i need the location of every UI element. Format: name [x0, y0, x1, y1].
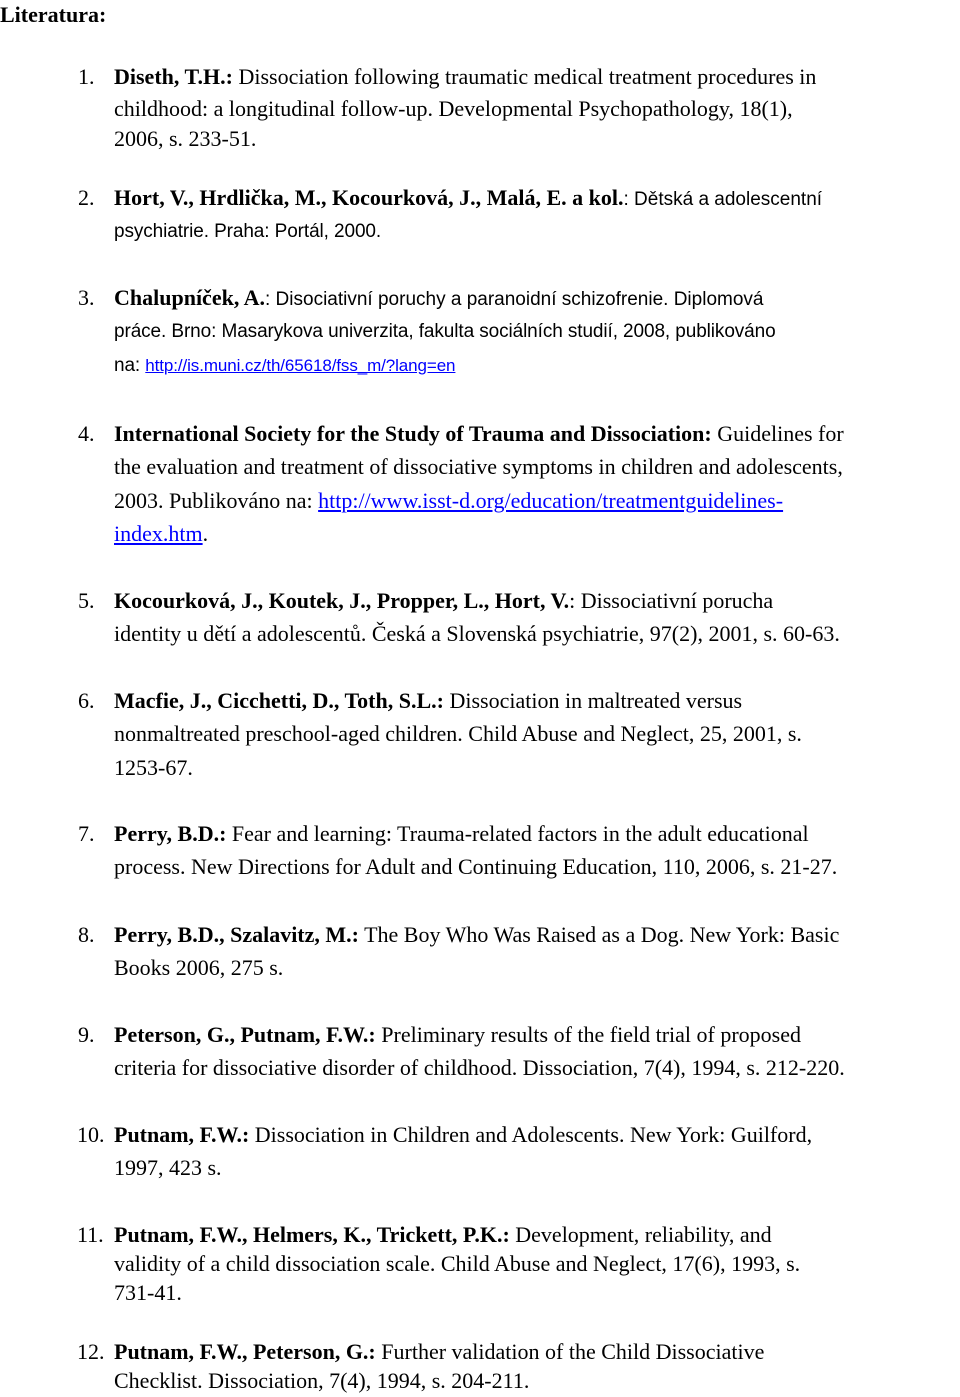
reference-url-link[interactable]: http://www.isst-d.org/education/treatmentguidelines- [318, 488, 784, 513]
reference-continuation: childhood: a longitudinal follow-up. Developmental Psychopathology, 18(1), [114, 96, 793, 121]
reference-text: Preliminary results of the field trial of proposed [375, 1022, 801, 1047]
reference-text: Dissociation following traumatic medical treatment procedures in [232, 64, 817, 89]
reference-authors: Macfie, J., Cicchetti, D., Toth, S.L.: [114, 688, 444, 713]
reference-authors: Diseth, T.H.: [114, 64, 233, 89]
reference-authors: Hort, V., Hrdlička, M., Kocourková, J., Malá, E. a kol. [114, 185, 624, 210]
reference-text: Dissociation in maltreated versus [443, 688, 743, 713]
reference-continuation: 2006, s. 233-51. [114, 126, 257, 151]
reference-url-line [114, 350, 455, 382]
reference-number: 1. [78, 64, 95, 89]
reference-continuation: validity of a child dissociation scale. Child Abuse and Neglect, 17(6), 1993, s. [114, 1251, 801, 1276]
reference-first-line [114, 1219, 772, 1251]
reference-first-line [114, 282, 763, 316]
reference-authors: Peterson, G., Putnam, F.W.: [114, 1022, 376, 1047]
reference-continuation: 731-41. [114, 1280, 182, 1305]
reference-text: Dissociation in Children and Adolescents. New York: Guilford, [249, 1122, 813, 1147]
reference-continuation: Checklist. Dissociation, 7(4), 1994, s. 204-211. [114, 1368, 530, 1393]
reference-text: : Dětská a adolescentní [623, 189, 823, 210]
reference-continuation: process. New Directions for Adult and Continuing Education, 110, 2006, s. 21-27. [114, 854, 838, 879]
reference-continuation: identity u dětí a adolescentů. Česká a Slovenská psychiatrie, 97(2), 2001, s. 60-63. [114, 621, 840, 646]
reference-number: 5. [78, 588, 95, 613]
reference-number: 7. [78, 821, 95, 846]
reference-continuation: 1997, 423 s. [114, 1155, 222, 1180]
reference-continuation: psychiatrie. Praha: Portál, 2000. [114, 221, 382, 242]
reference-first-line [114, 685, 742, 717]
url-prefix: na: [114, 355, 146, 376]
reference-text: The Boy Who Was Raised as a Dog. New York: Basic [359, 922, 840, 947]
reference-number: 8. [78, 922, 95, 947]
reference-continuation: 1253-67. [114, 755, 193, 780]
reference-number: 10. [77, 1122, 105, 1147]
reference-text: : Dissociativní porucha [569, 588, 774, 613]
reference-number: 6. [78, 688, 95, 713]
reference-first-line [114, 818, 809, 850]
reference-authors: Putnam, F.W., Helmers, K., Trickett, P.K.: [114, 1222, 510, 1247]
reference-continuation: criteria for dissociative disorder of childhood. Dissociation, 7(4), 1994, s. 212-220. [114, 1055, 845, 1080]
reference-number: 11. [77, 1222, 104, 1247]
reference-authors: Perry, B.D., Szalavitz, M.: [114, 922, 359, 947]
reference-continuation: nonmaltreated preschool-aged children. Child Abuse and Neglect, 25, 2001, s. [114, 721, 802, 746]
reference-first-line [114, 418, 844, 450]
reference-text: Fear and learning: Trauma-related factors in the adult educational [226, 821, 809, 846]
reference-text: Development, reliability, and [509, 1222, 772, 1247]
reference-first-line [114, 61, 816, 93]
reference-first-line [114, 1336, 764, 1368]
reference-continuation: the evaluation and treatment of dissociative symptoms in children and adolescents, [114, 454, 843, 479]
reference-text: Further validation of the Child Dissociative [375, 1339, 765, 1364]
url-prefix: 2003. Publikováno na: [114, 488, 319, 513]
reference-url-line [114, 485, 783, 517]
reference-authors: Chalupníček, A. [114, 285, 265, 310]
reference-number: 3. [78, 285, 95, 310]
reference-first-line [114, 585, 773, 617]
reference-first-line [114, 1119, 812, 1151]
reference-authors: Putnam, F.W., Peterson, G.: [114, 1339, 376, 1364]
reference-continuation: práce. Brno: Masarykova univerzita, fakulta sociálních studií, 2008, publikováno [114, 321, 776, 342]
reference-url-link[interactable]: index.htm [114, 521, 203, 546]
reference-first-line [114, 182, 822, 216]
reference-authors: Perry, B.D.: [114, 821, 227, 846]
reference-number: 12. [77, 1339, 105, 1364]
reference-continuation: Books 2006, 275 s. [114, 955, 284, 980]
reference-text: Guidelines for [711, 421, 844, 446]
reference-first-line [114, 1019, 801, 1051]
reference-authors: Putnam, F.W.: [114, 1122, 250, 1147]
reference-url-link[interactable]: http://is.muni.cz/th/65618/fss_m/?lang=en [145, 356, 456, 375]
reference-authors: International Society for the Study of Trauma and Dissociation: [114, 421, 712, 446]
url-suffix: . [202, 521, 209, 546]
reference-number: 9. [78, 1022, 95, 1047]
reference-first-line [114, 919, 839, 951]
page-title: Literatura: [0, 2, 107, 27]
reference-text: : Disociativní poruchy a paranoidní schizofrenie. Diplomová [265, 289, 764, 310]
reference-authors: Kocourková, J., Koutek, J., Propper, L., Hort, V. [114, 588, 570, 613]
reference-number: 2. [78, 185, 95, 210]
reference-number: 4. [78, 421, 95, 446]
reference-url-line [114, 518, 208, 550]
